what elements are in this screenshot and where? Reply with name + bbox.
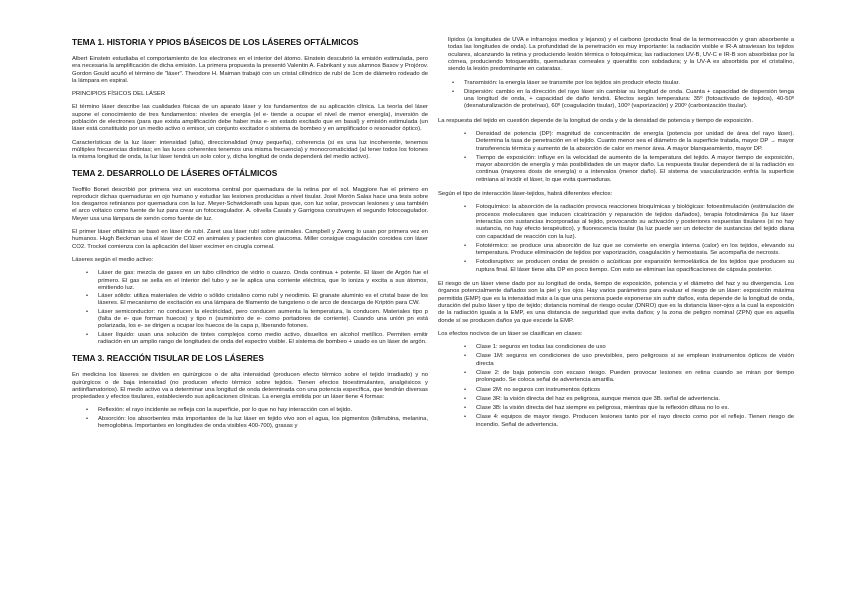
paragraph: El primer láser oftálmico se basó en láser de rubí. Zaret usa láser rubí sobre animales. Campbell y Zweng lo usan por primera vez en humanos. Hugh Beckman usa el láser de CO2 en animales y pacientes con glaucoma. Miller consigue coagulación coroidea con láser CO2. Trockel comienza con la aplicación del láser excimer en cirugía corneal.: [72, 229, 428, 250]
paragraph: Albert Einstein estudiaba el comportamiento de los electrones en el interior del átomo. Einstein descubrió la emisión estimulada, pero era necesaria la amplificación de dicha emisión. La primera propuesta la presentó Valentin A. Fabrikant y sus alumnos Basov y Projórov. Gordon Gould acuñó el término de "láser". Theodore H. Maiman trabajó con un cristal cilíndrico de rubí de 1cm de diámetro rodeado de la lámpara en espiral.: [72, 56, 428, 84]
list-parametros: [438, 131, 794, 184]
left-column: [72, 37, 428, 437]
right-column: [438, 37, 794, 436]
list-item: • Clase 2: de baja potencia con escaso riesgo. Pueden provocar lesiones en retina cuando se miran por tiempo prolongado. Se coloca señal de advertencia amarilla.: [476, 370, 794, 385]
paragraph: La respuesta del tejido en cuestión depende de la longitud de onda y de la densidad de potencia y tiempo de exposición.: [438, 117, 754, 124]
list-item: • Fototérmico: se produce una absorción de luz que se convierte en energía interna (calor) en los tejidos, elevando su temperatura. Produce eliminación de tejidos por vaporización, coagulación y hemostasia. Se acompaña de necrosis.: [476, 243, 794, 258]
subheading-principios: PRINCIPIOS FÍSICOS DEL LÁSER: [72, 91, 166, 98]
paragraph: Según el tipo de interacción láser-tejidos, habrá diferentes efectos:: [438, 191, 613, 198]
list-item: • Fotoquímico: la absorción de la radiación provoca reacciones bioquímicas y biológicas: fotoestimulación (estimulación de procesos moleculares que inducen cicatrización y reparación de tejidos dañados), terapia fotodinámica (la luz láser interactúa con sustancias incorporadas al tejido, provocando su activación y posteriores respuestas tisulares (si no hay sustancia, no hay efecto terapéutico), y fluorescencia tisular (la luz puede ser un detector de sustancias del tejido diana con capacidad de reacción con la luz).: [476, 204, 794, 240]
list-item: • Clase 3B: la visión directa del haz siempre es peligrosa, mientras que la reflexión difusa no lo es.: [476, 405, 794, 412]
list-continuation: [438, 37, 794, 73]
heading-tema-3: TEMA 3. REACCIÓN TISULAR DE LOS LÁSERES: [72, 353, 264, 364]
list-item: • Clase 1M: seguros en condiciones de uso previsibles, pero peligrosos si se emplean instrumentos ópticos de visión directa: [476, 353, 794, 368]
list-item: • Tiempo de exposición: influye en la velocidad de aumento de la temperatura del tejido. A mayor tiempo de exposición, mayor absorción de energía y más posibilidades de un mayor daño. La respuesta tisular dependerá de si la radiación es continua (mayores dosis de energía) o a intervalos (menor daño). El sistema de vascularización enfría la superficie retiniana al incidir el láser, lo que evita quemaduras.: [476, 155, 794, 184]
list-medios: [72, 270, 428, 346]
list-item: • Transmisión: la energía láser se transmite por los tejidos sin producir efecto tisular.: [464, 80, 794, 87]
list-item: • Clase 4: equipos de mayor riesgo. Producen lesiones tanto por el rayo directo como por el reflejo. Tienen riesgo de incendio. Señal de advertencia.: [476, 414, 794, 429]
list-formas: [72, 407, 428, 430]
list-item: • Clase 3R: la visión directa del haz es peligrosa, aunque menos que 3B. señal de advertencia.: [476, 396, 794, 403]
list-item: • Láser de gas: mezcla de gases en un tubo cilíndrico de vidrio o cuarzo. Onda continua + potente. El láser de Argón fue el primero. El gas se sella en el interior del tubo y se le aplica una corriente eléctrica, que lo ioniza y excita a sus átomos, emitiendo luz.: [98, 270, 428, 292]
paragraph: Teoffilo Bonet describió por primera vez un escotoma central por quemadura de la retina por el sol. Maggiore fue el primero en reproducir dichas quemaduras en ojo humano y estudiar las lesiones producidas a nivel tisular. José Morón Salas hace una tesis sobre los desgarros retinianos por quemadura con la luz. Meyer-Schwickerath usa lupas que, con luz solar, provocan lesiones y usa también el arco voltaico como fuente de luz para crear un fotocoagulador. A. olivella Casals y Garrigosa construyen el segundo fotocoagulador. Meyer usa una lámpara de xenón como fuente de luz.: [72, 186, 428, 222]
list-item: • Clase 2M: no seguros con instrumentos ópticos: [476, 387, 794, 394]
heading-tema-2: TEMA 2. DESARROLLO DE LÁSERES OFTÁLMICOS: [72, 167, 278, 178]
list-item: • Dispersión: cambio en la dirección del rayo láser sin cambiar su longitud de onda. Cuanta + capacidad de dispersión tenga una longitud de onda, + capacidad de daño tendrá. Efectos según temperatura: 35º (fotoactivado de tejidos), 40-50º (desnaturalización de proteínas), 60º (coagulación tisular), 100º (vaporización) y 200º (carbonización tisular).: [464, 89, 794, 111]
paragraph: El riesgo de un láser viene dado por su longitud de onda, tiempo de exposición, potencia y el diámetro del haz y su divergencia. Los órganos potencialmente dañados son la piel y los ojos. Hay varios parámetros para evaluar el riesgo de un láser: exposición máxima permitida (EMP) que es la intensidad máx a la que una persona puede exponerse sin sufrir daños, esta depende de la longitud de onda, duración del pulso láser y tipo de tejido; distancia nominal de riesgo ocular (DNRO) que es la distancia láser-ojos a la cual la exposición de la radiación iguala a la EMP, es una distancia de seguridad que evita daños; y la zona de peligro nominal (ZPN) que es aquella donde sí se producen daños ya que excede la EMP.: [438, 281, 794, 324]
list-item: • Densidad de potencia (DP): magnitud de concentración de energía (potencia por unidad de área del rayo láser). Determina la tasa de penetración en el tejido. Cuanto menor sea el diámetro de la superficie tratada, mayor DP → mayor transferencia térmica y aumento de la absorción de calor en menor área. A mayor blanqueamiento, mayor DP.: [476, 131, 794, 153]
list-item: • Reflexión: el rayo incidente se refleja con la superficie, por lo que no hay interacción con el tejido.: [98, 407, 428, 414]
paragraph: Láseres según el medio activo:: [72, 256, 154, 263]
list-item: • Absorción: los absorbentes más importantes de la luz láser en tejido vivo son el agua, los pigmentos (bilirrubina, melanina, hemoglobina. Importantes en longitudes de onda visibles 400-700), grasas y: [98, 416, 428, 431]
list-clases: [438, 344, 794, 429]
list-formas-cont: [438, 80, 794, 110]
paragraph: Características de la luz láser: intensidad (alta), direccionalidad (muy pequeña), coherencia (si es una luz incoherente, tenemos múltiples frecuencias distintas; en las luces coherentes tenemos una misma frecuencia) y monocromaticidad (al tener todos los fotones la misma longitud de onda, la luz láser tendrá un solo color y, dicha longitud de onda dependerá del medio activo).: [72, 139, 428, 161]
paragraph: Los efectos nocivos de un láser se clasifican en clases:: [438, 330, 583, 337]
paragraph: El término láser describe las cualidades físicas de un aparato láser y los fundamentos de su aplicación clínica. La teoría del láser supone el conocimiento de tres fundamentos: niveles de energía (el e- tiende a ocupar el nivel de menor energía), inversión de población de electrones (para que exista amplificación debe haber más e- en estado excitado que en basal) y emisión estimulada (un láser está constituido por un medio activo o emisor, un conjunto excitador o sistema de bombeo y en amplificador o resonador óptico).: [72, 104, 428, 133]
list-item: • Láser semiconductor: no conducen la electricidad, pero conducen aumenta la temperatura, la conducen. Materiales tipo p (falta de e- que forman huecos) y tipo n (suministro de e- como portadores de corriente). Cuando una unión pn está polarizada, los e- se dirigen a ocupar los huecos de la capa p, liberando fotones.: [98, 309, 428, 331]
heading-tema-1: TEMA 1. HISTORIA Y PPIOS BÁSEICOS DE LOS LÁSERES OFTÁLMICOS: [72, 37, 359, 47]
list-item: lípidos (a longitudes de UVA e infrarrojos medios y lejanos) y el carbono (producto final de la termorreacción y gran absorbente a todas las longitudes de onda). La profundidad de la penetración es muy importante: la radiación visible e IR-A atraviesan los tejidos oculares, alcanzando la retina y produciendo lesión térmica o fotoquímica; las radiaciones UV-B, UV-C e IR-B son absorbidas por la córnea, produciendo fotoqueratitis, quemaduras corneales y queratitis con sobdadura; y la UV-A es absorbida por el cristalino, siendo la lesión predominante en cataratas.: [448, 37, 794, 73]
list-item: • Clase 1: seguros en todas las condiciones de uso: [476, 344, 794, 351]
list-item: • Láser sólido: utiliza materiales de vidrio o sólido cristalino como rubí y neodimio. El granate aluminio es el cristal base de los láseres. El mecanismo de excitación es una lámpara de filamento de tungsteno o de arco de descarga de Kriptón para CW.: [98, 293, 428, 308]
list-item: • Fotodisruptivo: se producen ondas de presión o acústicas por expansión termoelástica de los tejidos que producen su ruptura final. El láser tiene alta DP en poco tiempo. Con esto se eliminan las opacificaciones de cápsula posterior.: [476, 259, 794, 274]
paragraph: En medicina los láseres se dividen en quirúrgicos o de alta intensidad (producen efecto térmico sobre el tejido irradiado) y no quirúrgicos o de baja intensidad (no producen efecto térmico sobre tejidos. Tienen efectos bioestimulantes, analgésicos y antiinflamatorios). El medio activo va a determinar una longitud de onda determinada con una potencia específica, que tendrán diversas propiedades y efectos tisulares, estableciendo sus aplicaciones clínicas. La energía emitida por un láser tiene 4 formas:: [72, 372, 428, 401]
list-item: • Láser líquido: usan una solución de tintes complejos como medio activo, disueltos en alcohol metílico. Permiten emitir radiación en un amplio rango de longitudes de onda del espectro visible. El sistema de bombeo + usado es un láser de argón.: [98, 332, 428, 347]
list-efectos: [438, 204, 794, 274]
